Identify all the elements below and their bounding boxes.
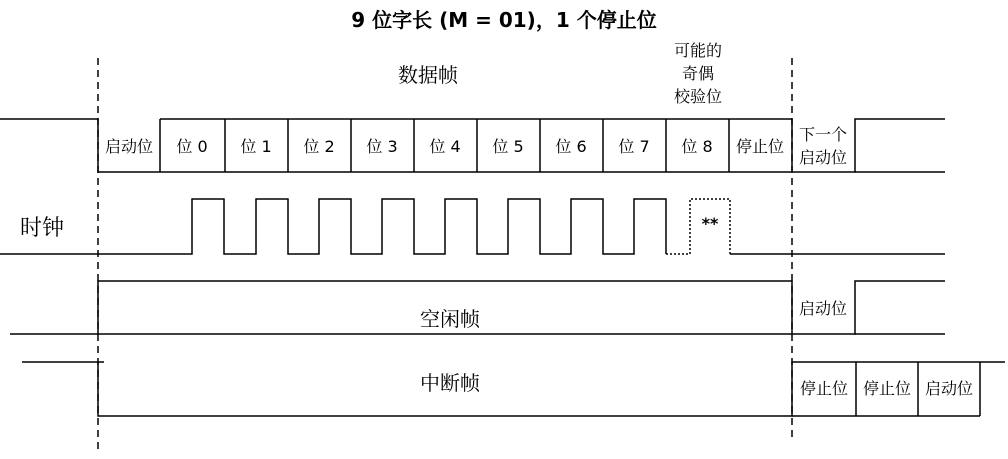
data-frame-label: 数据帧 <box>398 63 458 87</box>
clock-signal <box>0 199 666 254</box>
break-frame-label: 中断帧 <box>420 371 480 395</box>
cell-bit-6: 位 6 <box>555 137 587 156</box>
next-start-line-1: 下一个 <box>798 125 848 144</box>
parity-note <box>674 41 722 106</box>
break-frame-signal <box>22 362 1005 416</box>
cell-bit-2: 位 2 <box>303 137 335 156</box>
cell-bit-3: 位 3 <box>366 137 398 156</box>
cell-bit-1: 位 1 <box>240 137 272 156</box>
parity-note-line-3: 校验位 <box>673 87 723 106</box>
cell-start-bit: 启动位 <box>104 137 154 156</box>
cell-stop-bit: 停止位 <box>735 137 785 156</box>
idle-frame-label: 空闲帧 <box>420 307 480 331</box>
clock-label: 时钟 <box>19 216 65 241</box>
clock-optional-pulse <box>666 199 730 254</box>
break-tail-stop-1: 停止位 <box>799 379 849 398</box>
cell-bit-5: 位 5 <box>492 137 524 156</box>
data-frame-cell-labels <box>105 125 847 167</box>
break-tail-start: 启动位 <box>924 379 974 398</box>
cell-bit-0: 位 0 <box>176 137 208 156</box>
break-tail-stop-2: 停止位 <box>862 379 912 398</box>
diagram-title: 9 位字长 (M = 01)，1 个停止位 <box>351 8 657 32</box>
idle-frame-start-label: 启动位 <box>798 299 848 318</box>
next-start-line-2: 启动位 <box>798 148 848 167</box>
parity-note-line-1: 可能的 <box>673 41 723 60</box>
parity-note-line-2: 奇偶 <box>681 64 715 83</box>
cell-bit-7: 位 7 <box>618 137 650 156</box>
cell-bit-4: 位 4 <box>429 137 461 156</box>
cell-bit-8: 位 8 <box>681 137 713 156</box>
clock-optional-pulse-label: ** <box>701 214 719 233</box>
